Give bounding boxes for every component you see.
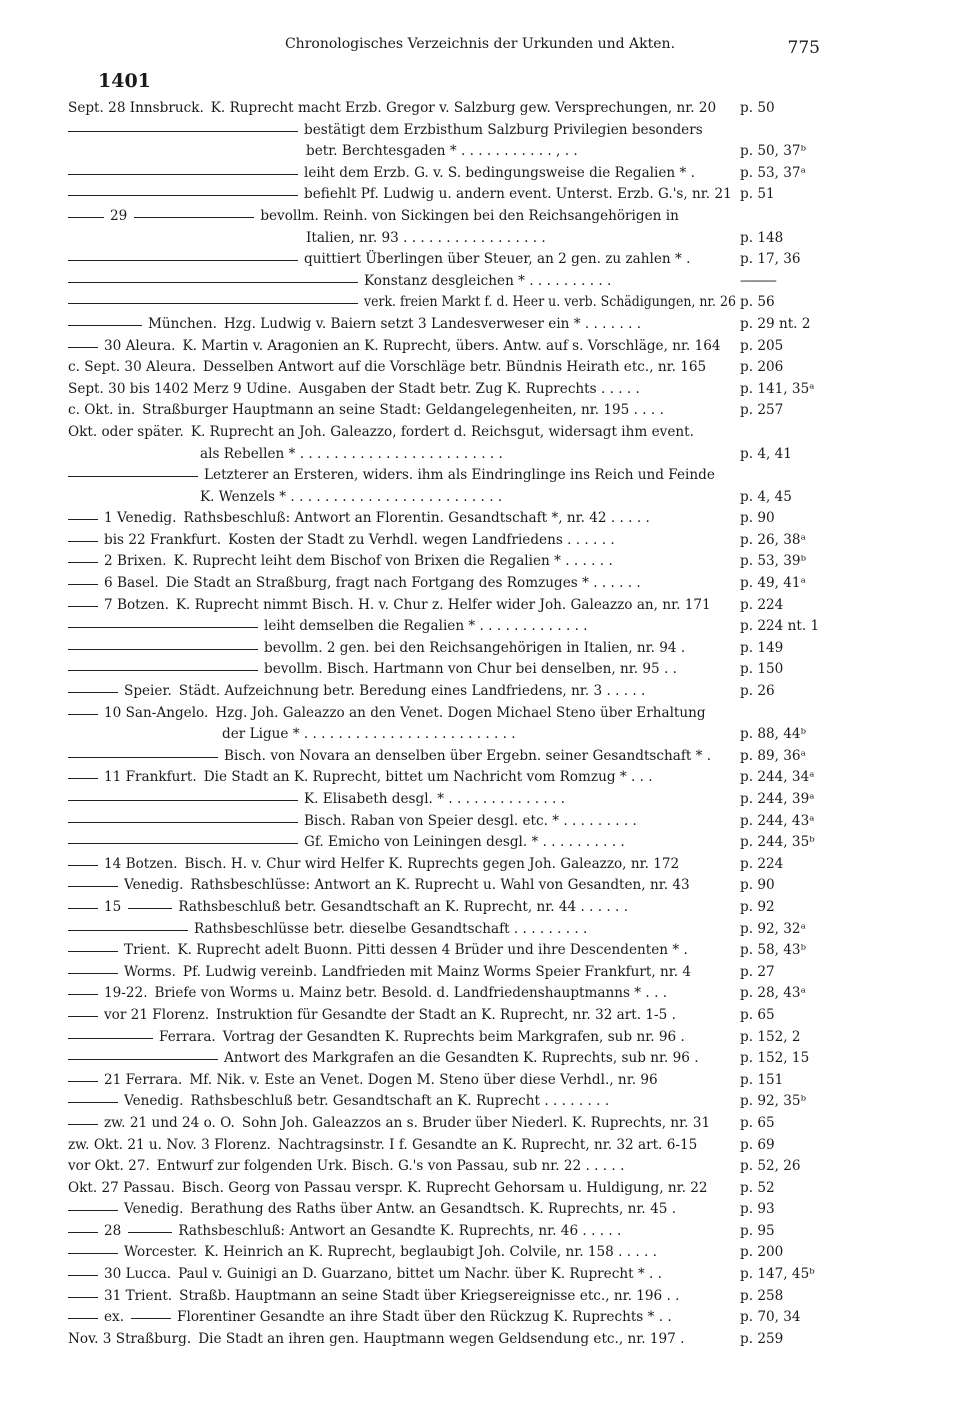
page-reference: p. 70, 34 xyxy=(740,1309,801,1326)
entry-text: Paul v. Guinigi an D. Guarzano, bittet um Nachr. über K. Ruprecht * . . xyxy=(178,1266,662,1283)
ditto-rule xyxy=(68,822,298,823)
entry-date: Sept. 30 bis 1402 Merz 9 Udine. xyxy=(68,380,292,397)
page-reference: p. 205 xyxy=(740,337,784,354)
entry-date: München. xyxy=(148,315,217,332)
entry-row xyxy=(0,616,960,638)
entry-text: verk. freien Markt f. d. Heer u. verb. Schädigungen, nr. 26 xyxy=(364,294,736,311)
entry-date: c. Okt. in. xyxy=(68,402,136,419)
entry-date: Venedig. xyxy=(124,1201,184,1218)
page-reference: p. 4, 41 xyxy=(740,445,792,462)
ditto-rule xyxy=(68,1102,118,1103)
entry-text: Die Stadt an K. Ruprecht, bittet um Nachricht vom Romzug * . . . xyxy=(203,769,653,786)
entry-text: Nachtragsinstr. I f. Gesandte an K. Ruprecht, nr. 32 art. 6-15 xyxy=(277,1136,698,1153)
page-reference: p. 149 xyxy=(740,639,784,656)
page-reference: p. 65 xyxy=(740,1006,775,1023)
running-title: Chronologisches Verzeichnis der Urkunden und Akten. xyxy=(284,36,676,52)
entry-row xyxy=(0,271,960,293)
ditto-rule xyxy=(68,347,98,348)
page-reference: p. 52, 26 xyxy=(740,1158,801,1175)
ditto-rule xyxy=(68,886,118,887)
ditto-rule xyxy=(68,476,198,477)
entry-date: 30 Lucca. xyxy=(104,1266,172,1283)
page-reference: p. 244, 35ᵇ xyxy=(740,834,815,851)
page-reference: p. 90 xyxy=(740,510,775,527)
page-reference: p. 152, 2 xyxy=(740,1028,801,1045)
entry-text: K. Martin v. Aragonien an K. Ruprecht, übers. Antw. auf s. Vorschläge, nr. 164 xyxy=(182,337,721,354)
entry-row xyxy=(0,1178,960,1200)
entry-date: 30 Aleura. xyxy=(104,337,176,354)
ditto-rule xyxy=(68,800,298,801)
entry-text: Die Stadt an ihren gen. Hauptmann wegen Geldsendung etc., nr. 197 . xyxy=(198,1330,685,1347)
page-reference: p. 244, 34ᵃ xyxy=(740,769,815,786)
entry-date: Venedig. xyxy=(124,1093,184,1110)
page-reference: p. 50, 37ᵇ xyxy=(740,143,807,160)
ditto-rule xyxy=(68,1232,98,1233)
entry-date: 6 Basel. xyxy=(104,575,159,592)
ditto-rule xyxy=(68,951,118,952)
entry-text: Rathsbeschluß: Antwort an Gesandte K. Ruprechts, nr. 46 . . . . . xyxy=(178,1222,622,1239)
entry-text: Konstanz desgleichen * . . . . . . . . . . xyxy=(364,272,612,289)
entry-row xyxy=(0,1091,960,1113)
entry-date: 2 Brixen. xyxy=(104,553,167,570)
ditto-rule xyxy=(68,541,98,542)
entry-text: Bisch. Raban von Speier desgl. etc. * . . . . . . . . . xyxy=(304,812,637,829)
entry-date: vor Okt. 27. xyxy=(68,1158,150,1175)
entry-text: Die Stadt an Straßburg, fragt nach Fortgang des Romzuges * . . . . . . xyxy=(165,575,641,592)
entry-date: Sept. 28 Innsbruck. xyxy=(68,100,204,116)
ditto-rule xyxy=(68,692,118,693)
entry-text: Rathsbeschlüsse betr. dieselbe Gesandtschaft . . . . . . . . . xyxy=(194,920,588,937)
ditto-rule xyxy=(68,1081,98,1082)
entry-date: 21 Ferrara. xyxy=(104,1071,183,1088)
entry-row xyxy=(0,1070,960,1092)
page-reference: p. 141, 35ᵃ xyxy=(740,380,815,397)
page-reference: p. 148 xyxy=(740,229,784,246)
page-reference: p. 53, 37ᵃ xyxy=(740,164,806,181)
entry-date: ex. xyxy=(104,1309,125,1326)
entry-row xyxy=(0,983,960,1005)
ditto-rule xyxy=(68,1124,98,1125)
entry-text: Mf. Nik. v. Este an Venet. Dogen M. Steno über diese Verhdl., nr. 96 xyxy=(189,1071,658,1088)
entry-text: Vortrag der Gesandten K. Ruprechts beim Markgrafen, sub nr. 96 . xyxy=(222,1028,685,1045)
entry-text: Sohn Joh. Galeazzos an s. Bruder über Niederl. K. Ruprechts, nr. 31 xyxy=(241,1114,711,1131)
entry-date: Speier. xyxy=(124,683,172,700)
entry-row xyxy=(0,1156,960,1178)
page-reference: p. 17, 36 xyxy=(740,251,801,268)
page-reference: p. 52 xyxy=(740,1179,775,1196)
ditto-rule xyxy=(68,973,118,974)
entry-row xyxy=(0,206,960,228)
entry-date: zw. 21 und 24 o. O. xyxy=(104,1114,235,1131)
page-reference: p. 92 xyxy=(740,898,775,915)
ditto-rule xyxy=(68,1016,98,1017)
entry-row xyxy=(0,379,960,401)
page-reference: p. 88, 44ᵇ xyxy=(740,726,807,743)
ditto-rule xyxy=(131,1318,171,1319)
entry-date: 1 Venedig. xyxy=(104,510,177,527)
entry-row xyxy=(0,314,960,336)
ditto-rule xyxy=(134,217,254,218)
page-reference: p. 224 xyxy=(740,855,784,872)
page-reference: p. 257 xyxy=(740,402,784,419)
page-reference: p. 259 xyxy=(740,1330,784,1347)
entry-date: 31 Trient. xyxy=(104,1287,173,1304)
entry-row xyxy=(0,1048,960,1070)
page-reference: p. 224 nt. 1 xyxy=(740,618,820,635)
ditto-rule xyxy=(68,1059,218,1060)
entry-row xyxy=(0,746,960,768)
entry-date: bis 22 Frankfurt. xyxy=(104,531,222,548)
entry-row xyxy=(0,184,960,206)
entry-text: als Rebellen * . . . . . . . . . . . . . . . . . . . . . . . . xyxy=(200,445,503,462)
entry-text: Gf. Emicho von Leiningen desgl. * . . . . . . . . . . xyxy=(304,834,625,851)
page-reference: ——— xyxy=(740,272,775,289)
entry-row xyxy=(0,897,960,919)
entry-text: K. Ruprecht macht Erzb. Gregor v. Salzburg gew. Versprechungen, nr. 20 xyxy=(210,100,717,116)
entry-date: 28 xyxy=(104,1222,122,1239)
page-reference: p. 150 xyxy=(740,661,784,678)
entry-date: vor 21 Florenz. xyxy=(104,1006,210,1023)
entry-row xyxy=(0,1135,960,1157)
entry-text: bevollm. 2 gen. bei den Reichsangehörigen in Italien, nr. 94 . xyxy=(264,639,686,656)
page-reference: p. 49, 41ᵃ xyxy=(740,575,806,592)
entry-text: K. Ruprecht an Joh. Galeazzo, fordert d. Reichsgut, widersagt ihm event. xyxy=(190,423,694,440)
entry-text: bestätigt dem Erzbisthum Salzburg Privilegien besonders xyxy=(304,121,703,138)
page-reference: p. 29 nt. 2 xyxy=(740,315,811,332)
entry-text: Pf. Ludwig vereinb. Landfrieden mit Mainz Worms Speier Frankfurt, nr. 4 xyxy=(182,963,692,980)
entry-row xyxy=(0,1242,960,1264)
page-reference: p. 26, 38ᵃ xyxy=(740,531,806,548)
ditto-rule xyxy=(68,1275,98,1276)
ditto-rule xyxy=(68,757,218,758)
entry-text: Kosten der Stadt zu Verhdl. wegen Landfriedens . . . . . . xyxy=(228,531,615,548)
entry-row xyxy=(0,400,960,422)
entry-date: 10 San-Angelo. xyxy=(104,704,209,721)
entry-text: Ausgaben der Stadt betr. Zug K. Ruprechts . . . . . xyxy=(298,380,640,397)
ditto-rule xyxy=(128,908,172,909)
ditto-rule xyxy=(68,217,104,218)
entry-row xyxy=(0,141,960,163)
ditto-rule xyxy=(128,1232,172,1233)
entry-row xyxy=(0,1005,960,1027)
entry-row xyxy=(0,962,960,984)
entry-text: Florentiner Gesandte an ihre Stadt über den Rückzug K. Ruprechts * . . xyxy=(177,1309,672,1326)
entry-row xyxy=(0,357,960,379)
entry-text: Hzg. Ludwig v. Baiern setzt 3 Landesverweser ein * . . . . . . . xyxy=(223,315,642,332)
entry-date: 19-22. xyxy=(104,985,148,1002)
ditto-rule xyxy=(68,584,98,585)
entry-row xyxy=(0,1199,960,1221)
entry-text: befiehlt Pf. Ludwig u. andern event. Unterst. Erzb. G.'s, nr. 21 xyxy=(304,186,732,203)
entry-row xyxy=(0,1329,960,1351)
entry-text: Straßb. Hauptmann an seine Stadt über Kriegsereignisse etc., nr. 196 . . xyxy=(179,1287,680,1304)
ditto-rule xyxy=(68,325,142,326)
entry-row xyxy=(0,659,960,681)
entry-row xyxy=(0,422,960,444)
entry-text: K. Elisabeth desgl. * . . . . . . . . . . . . . . xyxy=(304,791,565,807)
entry-text: Italien, nr. 93 . . . . . . . . . . . . . . . . . xyxy=(306,229,546,246)
page-reference: p. 206 xyxy=(740,359,784,376)
page-reference: p. 224 xyxy=(740,596,784,613)
page-number: 775 xyxy=(787,38,820,58)
ditto-rule xyxy=(68,930,188,931)
entry-date: zw. Okt. 21 u. Nov. 3 Florenz. xyxy=(68,1136,271,1153)
entry-row xyxy=(0,595,960,617)
entry-date: 29 xyxy=(110,207,128,224)
entry-row xyxy=(0,1221,960,1243)
entry-text: K. Ruprecht nimmt Bisch. H. v. Chur z. Helfer wider Joh. Galeazzo an, nr. 171 xyxy=(175,596,711,613)
ditto-rule xyxy=(68,994,98,995)
ditto-rule xyxy=(68,1038,153,1039)
entry-date: Venedig. xyxy=(124,877,184,894)
entry-text: Desselben Antwort auf die Vorschläge betr. Bündnis Heirath etc., nr. 165 xyxy=(202,359,707,376)
page-reference: p. 28, 43ᵃ xyxy=(740,985,806,1002)
entry-date: Worms. xyxy=(124,963,176,980)
entry-row xyxy=(0,508,960,530)
page-reference: p. 152, 15 xyxy=(740,1050,810,1067)
page-reference: p. 92, 35ᵇ xyxy=(740,1093,807,1110)
entry-row xyxy=(0,98,960,120)
entry-text: leiht demselben die Regalien * . . . . . . . . . . . . . xyxy=(264,618,588,635)
page-reference: p. 258 xyxy=(740,1287,784,1304)
entry-text: K. Ruprecht leiht dem Bischof von Brixen die Regalien * . . . . . . xyxy=(173,553,613,570)
entry-row xyxy=(0,1307,960,1329)
entry-date: 11 Frankfurt. xyxy=(104,769,197,786)
entry-date: Okt. 27 Passau. xyxy=(68,1179,175,1196)
ditto-rule xyxy=(68,174,298,175)
entry-row xyxy=(0,228,960,250)
page-reference: p. 244, 43ᵃ xyxy=(740,812,815,829)
entry-text: Rathsbeschlüsse: Antwort an K. Ruprecht u. Wahl von Gesandten, nr. 43 xyxy=(190,877,690,894)
entry-date: Worcester. xyxy=(124,1244,198,1261)
entry-row xyxy=(0,1113,960,1135)
page-reference: p. 200 xyxy=(740,1244,784,1261)
entry-text: Berathung des Raths über Antw. an Gesandtsch. K. Ruprechts, nr. 45 . xyxy=(190,1201,677,1218)
page-reference: p. 69 xyxy=(740,1136,775,1153)
page-reference: p. 26 xyxy=(740,683,775,700)
entry-text: Bisch. Georg von Passau verspr. K. Ruprecht Gehorsam u. Huldigung, nr. 22 xyxy=(181,1179,708,1196)
page-reference: p. 53, 39ᵇ xyxy=(740,553,807,570)
entry-row xyxy=(0,919,960,941)
page-reference: p. 93 xyxy=(740,1201,775,1218)
ditto-rule xyxy=(68,627,258,628)
page-reference: p. 51 xyxy=(740,186,775,203)
entry-date: 7 Botzen. xyxy=(104,596,169,613)
entry-row xyxy=(0,638,960,660)
entry-text: bevollm. Bisch. Hartmann von Chur bei denselben, nr. 95 . . xyxy=(264,661,677,678)
page-reference: p. 65 xyxy=(740,1114,775,1131)
entry-text: Hzg. Joh. Galeazzo an den Venet. Dogen Michael Steno über Erhaltung xyxy=(215,704,706,721)
entry-date: Nov. 3 Straßburg. xyxy=(68,1330,192,1347)
entry-text: leiht dem Erzb. G. v. S. bedingungsweise die Regalien * . xyxy=(304,164,695,181)
entry-text: bevollm. Reinh. von Sickingen bei den Reichsangehörigen in xyxy=(260,207,679,224)
ditto-rule xyxy=(68,562,98,563)
entry-row xyxy=(0,811,960,833)
entry-text: Rathsbeschluß betr. Gesandtschaft an K. Ruprecht . . . . . . . . xyxy=(190,1093,610,1110)
entry-text: K. Heinrich an K. Ruprecht, beglaubigt Joh. Colvile, nr. 158 . . . . . xyxy=(204,1244,657,1261)
entry-row xyxy=(0,573,960,595)
entry-date: c. Sept. 30 Aleura. xyxy=(68,359,196,376)
entry-row xyxy=(0,832,960,854)
entry-text: quittiert Überlingen über Steuer, an 2 gen. zu zahlen * . xyxy=(304,251,691,268)
entry-row xyxy=(0,940,960,962)
entry-date: Okt. oder später. xyxy=(68,423,184,440)
entry-text: Rathsbeschluß: Antwort an Florentin. Gesandtschaft *, nr. 42 . . . . . xyxy=(183,510,650,527)
entry-row xyxy=(0,465,960,487)
entry-text: K. Ruprecht adelt Buonn. Pitti dessen 4 Brüder und ihre Descendenten * . xyxy=(177,942,688,959)
entry-text: Straßburger Hauptmann an seine Stadt: Geldangelegenheiten, nr. 195 . . . . xyxy=(142,402,664,419)
entry-row xyxy=(0,703,960,725)
page-reference: p. 92, 32ᵃ xyxy=(740,920,806,937)
page-header xyxy=(0,36,960,58)
ditto-rule xyxy=(68,195,298,196)
entry-list xyxy=(0,98,960,1350)
entry-text: Bisch. von Novara an denselben über Ergebn. seiner Gesandtschaft * . xyxy=(224,747,712,764)
page-reference: p. 27 xyxy=(740,963,775,980)
entry-date: 14 Botzen. xyxy=(104,855,178,872)
ditto-rule xyxy=(68,670,258,671)
entry-text: Antwort des Markgrafen an die Gesandten K. Ruprechts, sub nr. 96 . xyxy=(224,1050,699,1067)
ditto-rule xyxy=(68,843,298,844)
ditto-rule xyxy=(68,1318,98,1319)
entry-text: Instruktion für Gesandte der Stadt an K. Ruprecht, nr. 32 art. 1-5 . xyxy=(216,1006,676,1023)
entry-row xyxy=(0,789,960,811)
ditto-rule xyxy=(68,303,358,304)
page-reference: p. 244, 39ᵃ xyxy=(740,791,815,807)
ditto-rule xyxy=(68,778,98,779)
year-heading: 1401 xyxy=(98,70,151,92)
entry-row xyxy=(0,444,960,466)
page-reference: p. 58, 43ᵇ xyxy=(740,942,807,959)
ditto-rule xyxy=(68,1297,98,1298)
page-reference: p. 4, 45 xyxy=(740,488,792,505)
entry-row xyxy=(0,292,960,314)
entry-text: Entwurf zur folgenden Urk. Bisch. G.'s von Passau, sub nr. 22 . . . . . xyxy=(156,1158,625,1175)
page-reference: p. 89, 36ᵃ xyxy=(740,747,806,764)
entry-date: Ferrara. xyxy=(159,1028,216,1045)
ditto-rule xyxy=(68,131,298,132)
ditto-rule xyxy=(68,1253,118,1254)
entry-row xyxy=(0,1286,960,1308)
entry-text: K. Wenzels * . . . . . . . . . . . . . . . . . . . . . . . . . xyxy=(200,488,503,505)
entry-row xyxy=(0,1027,960,1049)
entry-row xyxy=(0,249,960,271)
ditto-rule xyxy=(68,606,98,607)
entry-row xyxy=(0,854,960,876)
ditto-rule xyxy=(68,519,98,520)
entry-row xyxy=(0,724,960,746)
page-reference: p. 56 xyxy=(740,294,775,311)
ditto-rule xyxy=(68,1210,118,1211)
entry-text: Briefe von Worms u. Mainz betr. Besold. d. Landfriedenshauptmanns * . . . xyxy=(154,985,668,1002)
entry-row xyxy=(0,681,960,703)
entry-text: Letzterer an Ersteren, widers. ihm als Eindringlinge ins Reich und Feinde xyxy=(204,467,715,484)
entry-row xyxy=(0,1264,960,1286)
ditto-rule xyxy=(68,908,98,909)
entry-row xyxy=(0,767,960,789)
entry-row xyxy=(0,530,960,552)
entry-text: Rathsbeschluß betr. Gesandtschaft an K. Ruprecht, nr. 44 . . . . . . xyxy=(178,898,629,915)
entry-row xyxy=(0,163,960,185)
ditto-rule xyxy=(68,649,258,650)
entry-date: 15 xyxy=(104,898,122,915)
entry-row xyxy=(0,487,960,509)
page-reference: p. 147, 45ᵇ xyxy=(740,1266,815,1283)
ditto-rule xyxy=(68,260,298,261)
entry-text: der Ligue * . . . . . . . . . . . . . . . . . . . . . . . . . xyxy=(222,726,516,743)
page-reference: p. 151 xyxy=(740,1071,784,1088)
entry-row xyxy=(0,875,960,897)
ditto-rule xyxy=(68,282,358,283)
ditto-rule xyxy=(68,865,98,866)
ditto-rule xyxy=(68,714,98,715)
entry-row xyxy=(0,551,960,573)
entry-text: betr. Berchtesgaden * . . . . . . . . . . . , . . xyxy=(306,143,578,160)
entry-text: Städt. Aufzeichnung betr. Beredung eines Landfriedens, nr. 3 . . . . . xyxy=(178,683,646,700)
page-reference: p. 50 xyxy=(740,100,775,116)
entry-date: Trient. xyxy=(124,942,171,959)
entry-text: Bisch. H. v. Chur wird Helfer K. Ruprechts gegen Joh. Galeazzo, nr. 172 xyxy=(184,855,680,872)
page-reference: p. 90 xyxy=(740,877,775,894)
entry-row xyxy=(0,336,960,358)
page-reference: p. 95 xyxy=(740,1222,775,1239)
entry-row xyxy=(0,120,960,142)
